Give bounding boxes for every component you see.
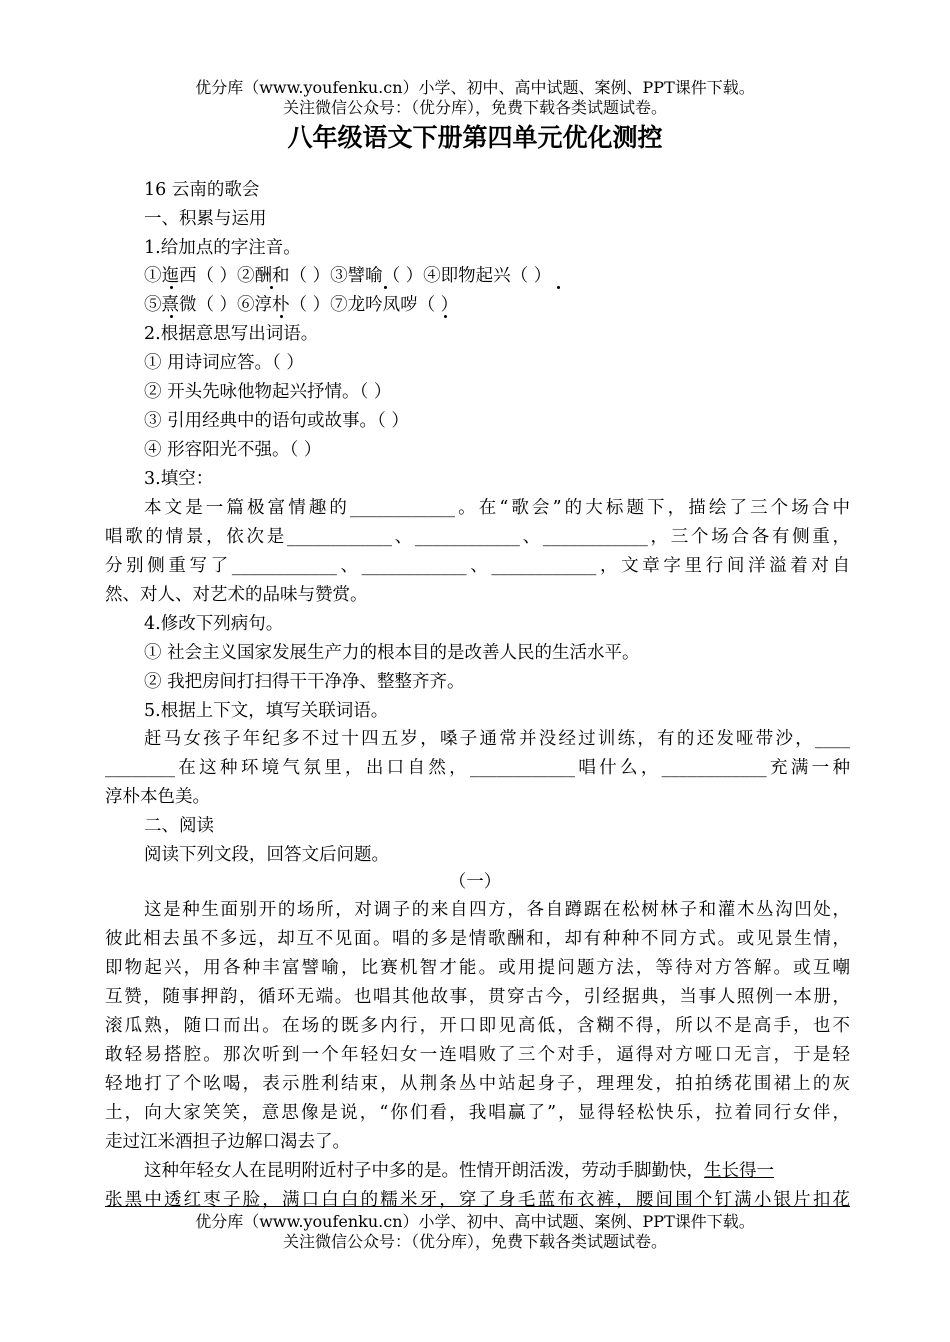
question-1: 1.给加点的字注音。 (144, 238, 301, 258)
question-2-item: ④ 形容阳光不强。（ ） (144, 440, 322, 460)
q1-items-b-text: ⑤熹微（ ）⑥淳朴（ ）⑦龙吟凤哕（ ） (144, 295, 459, 315)
paragraph-line: 赶马女孩子年纪多不过十四五岁，嗓子通常并没经过训练，有的还发哑带沙，____ (144, 729, 850, 749)
passage-line: 这是种生面别开的场所，对调子的来自四方，各自蹲踞在松树林子和灌木丛沟凹处， (144, 900, 850, 920)
passage-line: 轻地打了个吆喝，表示胜利结束，从荆条丛中站起身子，理理发，拍拍绣花围裙上的灰 (105, 1074, 850, 1094)
page-footer-line1: 优分库（www.youfenku.cn）小学、初中、高中试题、案例、PPT课件下载。 (195, 1212, 755, 1231)
question-4-item: ② 我把房间打扫得干干净净、整整齐齐。 (144, 672, 465, 692)
paragraph-line: ________在这种环境气氛里，出口自然，____________唱什么，____________充满一种 (105, 758, 850, 778)
passage-line: 互赞，随事押韵，循环无端。也唱其他故事，贯穿古今，引经据典，当事人照例一本册， (105, 987, 850, 1007)
emphasis-dot (444, 315, 447, 318)
paragraph-line: 然、对人、对艺术的品味与赞赏。 (105, 585, 368, 605)
section-heading: 一、积累与运用 (144, 209, 267, 229)
question-2-item: ① 用诗词应答。（ ） (144, 353, 304, 373)
section-heading: 二、阅读 (144, 816, 214, 836)
question-4: 4.修改下列病句。 (144, 614, 284, 634)
emphasis-dot (280, 315, 283, 318)
emphasis-dot (384, 286, 387, 289)
question-4-item: ① 社会主义国家发展生产力的根本目的是改善人民的生活水平。 (144, 643, 640, 663)
page-header-line2: 关注微信公众号：（优分库），免费下载各类试题试卷。 (282, 98, 667, 117)
question-2-item: ③ 引用经典中的语句或故事。（ ） (144, 411, 409, 431)
underlined-text: 生长得一 (704, 1161, 774, 1181)
passage-line: 土，向大家笑笑，意思像是说，“你们看，我唱赢了”，显得轻松快乐，拉着同行女伴， (105, 1103, 850, 1123)
passage-line: 滚瓜熟，随口而出。在场的既多内行，开口即见高低，含糊不得，所以不是高手，也不 (105, 1016, 850, 1036)
question-5: 5.根据上下文，填写关联词语。 (144, 701, 389, 721)
paragraph-line: 分别侧重写了____________、____________、____________，文章字里行间洋溢着对自 (105, 556, 850, 576)
passage-line: 彼此相去虽不多远，却互不见面。唱的多是情歌酬和，却有种种不同方式。或见景生情， (105, 929, 850, 949)
underlined-passage-line: 张黑中透红枣子脸，满口白白的糯米牙，穿了身毛蓝布衣裤，腰间围个钉满小银片扣花 (105, 1190, 850, 1210)
question-1-items-b (144, 291, 850, 320)
page-title: 八年级语文下册第四单元优化测控 (287, 123, 663, 152)
question-2: 2.根据意思写出词语。 (144, 324, 319, 344)
paragraph-line: 本文是一篇极富情趣的____________。在“歌会”的大标题下，描绘了三个场合中 (144, 498, 850, 518)
lesson-heading: 16 云南的歌会 (144, 180, 260, 200)
paragraph-line: 淳朴本色美。 (105, 787, 210, 807)
emphasis-dot (557, 286, 560, 289)
question-3: 3.填空： (144, 469, 214, 489)
passage-line: 敢轻易搭腔。那次听到一个年轻妇女一连唱败了三个对手，逼得对方哑口无言，于是轻 (105, 1045, 850, 1065)
emphasis-dot (170, 315, 173, 318)
passage-line: 即物起兴，用各种丰富譬喻，比赛机智才能。或用提问题方法，等待对方答解。或互嘲 (105, 958, 850, 978)
q1-items-a-text: ①迤西（ ）②酬和（ ）③譬喻（ ）④即物起兴（ ） (144, 266, 552, 286)
passage-text: 这种年轻女人在昆明附近村子中多的是。性情开朗活泼，劳动手脚勤快， (144, 1161, 704, 1181)
passage-line (144, 1157, 850, 1186)
question-1-items-a (144, 262, 850, 291)
emphasis-dot (270, 286, 273, 289)
passage-line: 走过江米酒担子边解口渴去了。 (105, 1132, 350, 1152)
question-2-item: ② 开头先咏他物起兴抒情。（ ） (144, 382, 392, 402)
passage-heading: （一） (448, 872, 502, 892)
page-header-line1: 优分库（www.youfenku.cn）小学、初中、高中试题、案例、PPT课件下载。 (195, 78, 755, 97)
page-footer-line2: 关注微信公众号：（优分库），免费下载各类试题试卷。 (282, 1232, 667, 1251)
paragraph-line: 唱歌的情景，依次是____________、____________、____________，三个场合各有侧重， (105, 527, 850, 547)
emphasis-dot (170, 286, 173, 289)
instruction: 阅读下列文段，回答文后问题。 (144, 845, 389, 865)
